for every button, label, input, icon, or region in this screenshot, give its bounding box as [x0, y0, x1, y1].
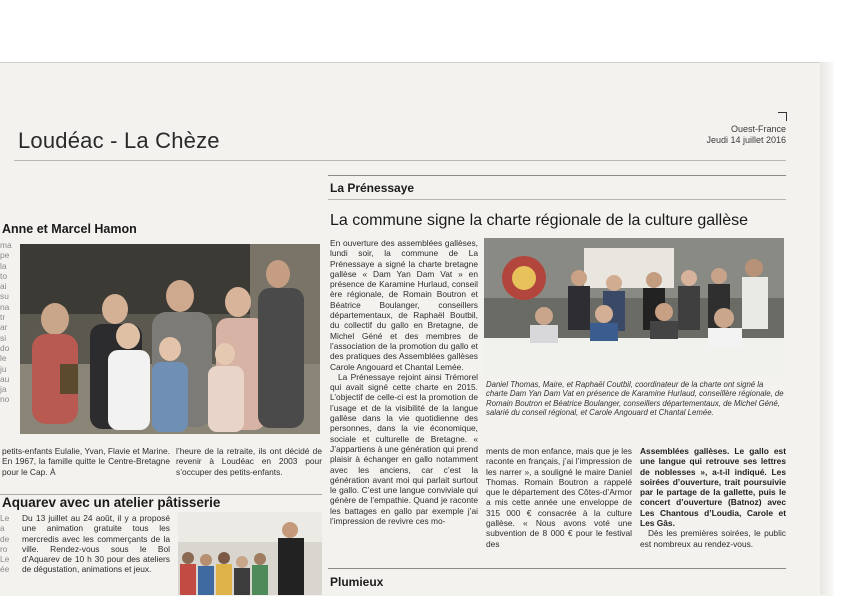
main-top-rule [328, 175, 786, 176]
section-title: Loudéac - La Chèze [18, 128, 220, 153]
main-col1-text [330, 238, 478, 550]
aquarev-workshop-photo [178, 512, 322, 595]
next-article-heading: Plumieux [330, 575, 384, 589]
left-margin-column-2: Le a de ro Le ée [0, 513, 10, 575]
left-col1-text: petits-enfants Eulalie, Yvan, Flavie et Marine. En 1967, la famille quitte le Centre-Bretagne pour le Cap. À [2, 446, 170, 477]
page-edge-shadow [820, 62, 834, 595]
masthead [706, 124, 786, 146]
masthead-rule [14, 160, 786, 161]
main-headline: La commune signe la charte régionale de la culture gallèse [330, 212, 749, 229]
main-col2-text: ments de mon enfance, mais que je les raconte en français, j’ai l’impression de les narrer », a souligné le maire Daniel Thomas. Romain Boutron a rappelé que le département des Côtes-d’Armor a mis cette année une enveloppe de 315 000 € consacrée à la culture gallèse. « Nous avons voté une subvention de 8 000 € pour le festival des [486, 446, 632, 549]
charter-signing-photo [484, 238, 784, 376]
main-col3-paragraph-2: Dès les premières soirées, le public est nombreux au rendez-vous. [640, 528, 786, 549]
main-col3-paragraph: Assemblées gallèses. Le gallo est une langue qui retrouve ses lettres de noblesses », a-t-il indiqué. Les soirées d’ouverture, trait poursuivie par le partage de la gallette, puis le concert d’ouverture (Batnoz) avec Les Chantous d’Loudia, Carole et Les Gâs. [640, 446, 786, 529]
hamon-family-photo [20, 244, 320, 434]
main-kicker-rule [328, 199, 786, 200]
main-kicker: La Prénessaye [330, 181, 415, 195]
left-col2-text: l’heure de la retraite, ils ont décidé de revenir à Loudéac en 2003 pour s’occuper des petits-enfants. [176, 446, 322, 477]
masthead-date: Jeudi 14 juillet 2016 [706, 135, 786, 145]
left-article2-text: Du 13 juillet au 24 août, il y a proposé une animation gratuite tous les mercredis avec les commerçants de la ville. Rendez-vous sous le Bol d’Aquarev de 10 h 30 pour des ateliers de dégustation, animations et jeux. [22, 513, 170, 575]
main-intro-paragraph-2: La Prénessaye rejoint ainsi Trémorel qui avait signé cette charte en 2015. L’objectif de celle-ci est la promotion de l’usage et de la visibilité de la langue gallèse dans la vie quotidienne des personnes, dans la vie économique, sociale et culturelle de Bretagne. « J’appartiens à une génération qui prend plaisir à échanger en gallo notamment avec les anciens, car c’est la génération avant moi qui parlait surtout le gallo. C’est une langue conviviale qui génère de l’empathie. Quand je raconte les battages en gallo par exemple j’ai l’impression de revivre ces mo- [330, 371, 478, 527]
left-margin-column: ma pe la to ai su na tr ar si do le ju au ja no [0, 240, 12, 405]
main-bottom-rule [328, 568, 786, 569]
left-article-heading: Anne et Marcel Hamon [2, 222, 137, 236]
left-article2-heading: Aquarev avec un atelier pâtisserie [2, 495, 221, 510]
main-col3-text [640, 446, 786, 550]
masthead-paper: Ouest-France [730, 124, 786, 134]
main-intro-paragraph: En ouverture des assemblées gallèses, lundi soir, la commune de La Prénessaye a signé la charte bretagne gallèse « Dam Yan Dam Vat » en présence de Karamine Hurlaud, conseil ère régionale, de Romain Boutron et Béatrice Boulanger, conseillers départementaux, de Raphaël Boutbil, du collectif du gallo en Bretagne, de Michel Géné et des membres de l’association de la promotion du gallo et des pratiques des Assemblées gallèses Carole Angouard et Chantal Lemée. [330, 238, 478, 372]
corner-mark [778, 112, 787, 121]
photo-caption: Daniel Thomas, Maire, et Raphaël Coutbil, coordinateur de la charte ont signé la charte Dam Yan Dam Vat en présence de Karamine Hurlaud, conseillère régionale, de Romain Boutron et Béatrice Boulanger, conseillers départementaux, de Michel Géné, salarié du conseil régional, et Carole Angouard et Chantal Lemée. [486, 380, 784, 418]
